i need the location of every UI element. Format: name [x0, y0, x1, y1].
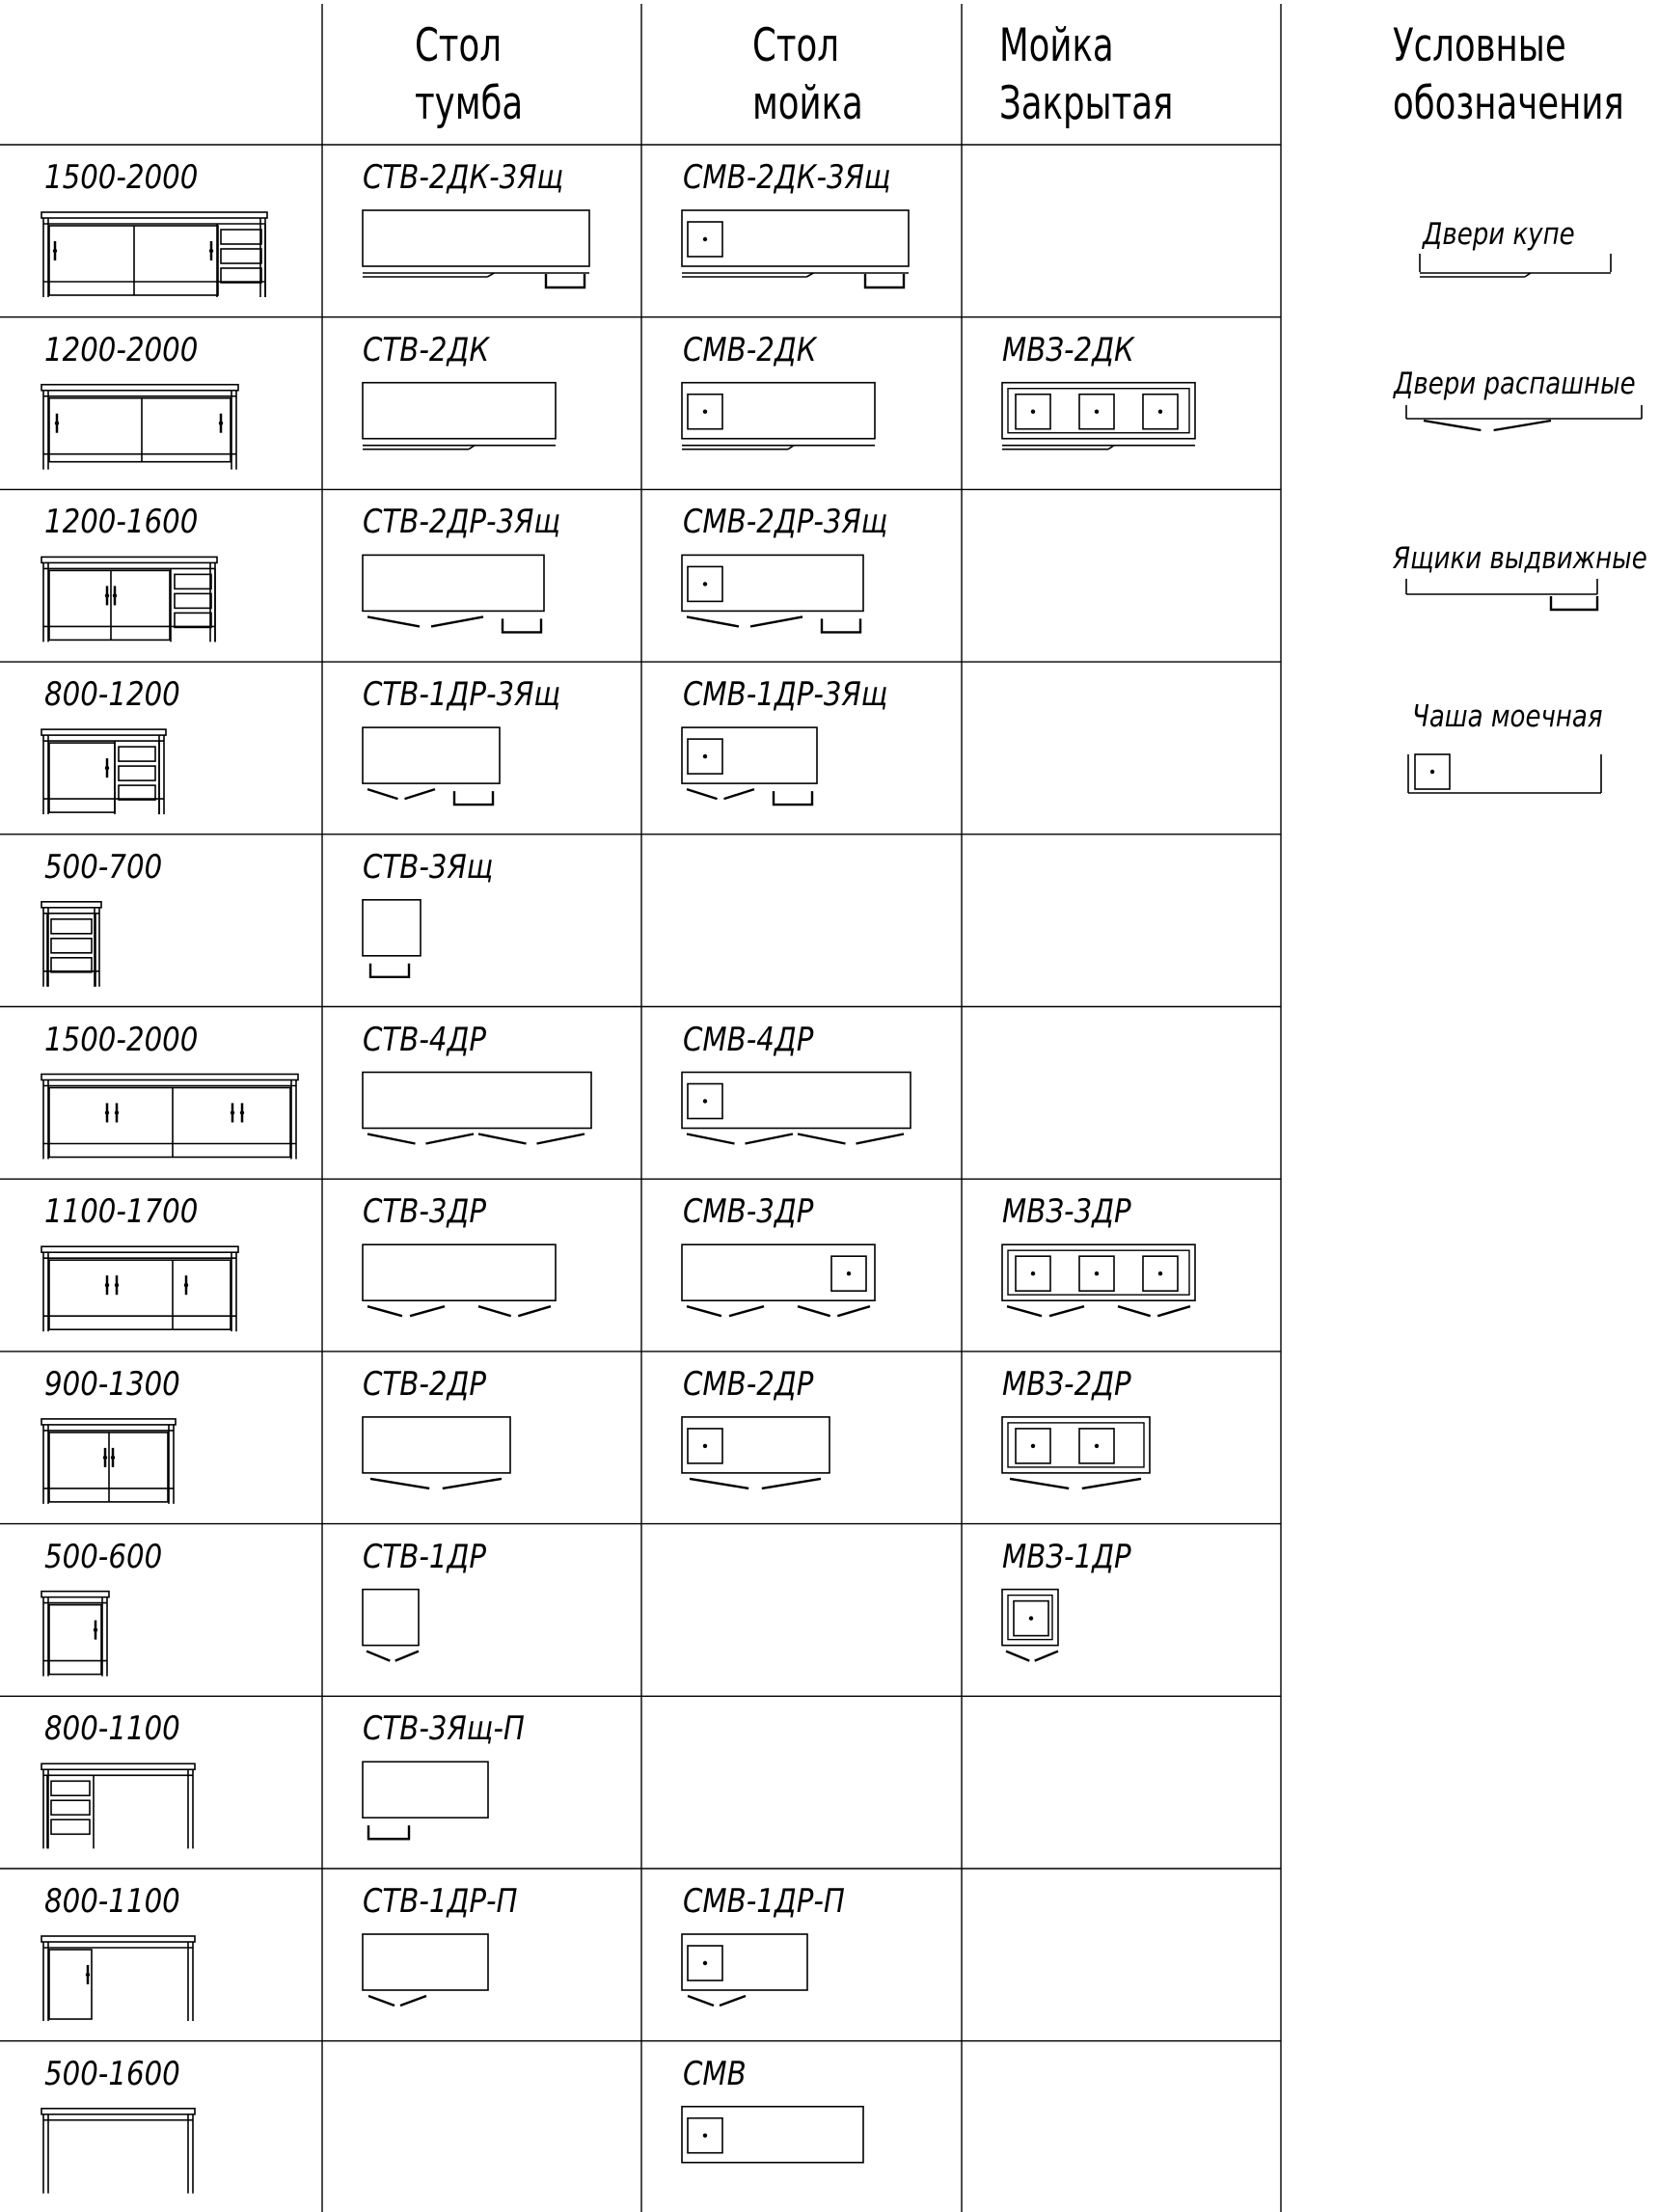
legend-label-sliding-doors: Двери купе [1423, 217, 1575, 252]
size-label: 500-1600 [44, 2054, 180, 2093]
header-stol-tumba: Стол тумба [415, 19, 524, 130]
code-label-tumba: СТВ-1ДР-П [363, 1882, 518, 1921]
plan-sketch [682, 1244, 875, 1316]
elevation-sketch [41, 1246, 238, 1331]
code-label-moika: СМВ-1ДР-3Ящ [683, 675, 888, 715]
drawers-icon [1406, 579, 1597, 610]
plan-sketch [682, 210, 909, 287]
code-label-tumba: СТВ-4ДР [363, 1020, 486, 1059]
plan-sketch [682, 1934, 807, 2006]
elevation-sketch [41, 1592, 109, 1677]
code-label-closed: МВЗ-1ДР [1002, 1537, 1131, 1576]
code-label-tumba: СТВ-3Ящ-П [363, 1709, 525, 1749]
code-label-tumba: СТВ-1ДР-3Ящ [363, 675, 560, 715]
code-label-closed: МВЗ-2ДК [1002, 330, 1134, 369]
elevation-sketch [41, 1763, 195, 1848]
plan-sketch [1002, 1417, 1150, 1488]
code-label-tumba: СТВ-3ДР [363, 1192, 486, 1232]
plan-sketch [682, 383, 875, 450]
plan-sketch [682, 1073, 911, 1144]
size-label: 1100-1700 [44, 1192, 199, 1232]
plan-sketch [363, 1761, 488, 1839]
code-label-moika: СМВ-2ДК-3Ящ [683, 158, 891, 197]
size-label: 800-1200 [44, 675, 180, 715]
size-label: 800-1100 [44, 1709, 180, 1749]
plan-sketch [363, 1934, 488, 2006]
plan-sketch [363, 210, 589, 287]
elevation-sketch [41, 1075, 298, 1160]
plan-sketch [1002, 1590, 1058, 1661]
legend-label-sink-bowl: Чаша моечная [1412, 699, 1603, 734]
plan-sketch [363, 1244, 556, 1316]
code-label-moika: СМВ [683, 2054, 747, 2093]
sink-bowl-icon [1408, 754, 1601, 793]
elevation-sketch [41, 2109, 195, 2194]
elevation-sketch [41, 212, 267, 297]
elevation-sketch [41, 557, 217, 642]
plan-sketch [363, 1590, 419, 1661]
plan-sketch [363, 1073, 591, 1144]
header-legend: Условные обозначения [1393, 19, 1624, 130]
elevation-sketch [41, 385, 238, 470]
code-label-tumba: СТВ-1ДР [363, 1537, 486, 1576]
header-moika-zakrytaya: Мойка Закрытая [999, 19, 1174, 130]
code-label-tumba: СТВ-2ДР [363, 1364, 486, 1404]
plan-sketch [363, 555, 544, 632]
sliding-doors-icon [1420, 254, 1611, 277]
elevation-sketch [41, 729, 166, 814]
plan-sketch [682, 555, 863, 632]
code-label-moika: СМВ-2ДР [683, 1364, 814, 1404]
swing-doors-icon [1406, 405, 1642, 430]
plan-sketch [682, 2107, 863, 2163]
size-label: 1200-1600 [44, 503, 199, 542]
size-label: 500-700 [44, 847, 163, 887]
plan-sketch [682, 1417, 830, 1488]
plan-sketch [682, 727, 817, 805]
code-label-moika: СМВ-3ДР [683, 1192, 814, 1232]
plan-sketch [363, 727, 500, 805]
elevation-sketch [41, 902, 101, 987]
plan-sketch [1002, 1244, 1195, 1316]
code-label-tumba: СТВ-3Ящ [363, 847, 494, 887]
elevation-sketch [41, 1936, 195, 2021]
code-label-moika: СМВ-1ДР-П [683, 1882, 845, 1921]
legend-label-swing-doors: Двери распашные [1394, 367, 1636, 401]
code-label-moika: СМВ-2ДР-3Ящ [683, 503, 888, 542]
code-label-moika: СМВ-4ДР [683, 1020, 814, 1059]
size-label: 500-600 [44, 1537, 163, 1576]
plan-sketch [363, 383, 556, 450]
code-label-closed: МВЗ-2ДР [1002, 1364, 1131, 1404]
size-label: 1500-2000 [44, 1020, 199, 1059]
code-label-moika: СМВ-2ДК [683, 330, 817, 369]
size-label: 1500-2000 [44, 158, 199, 197]
code-label-tumba: СТВ-2ДР-3Ящ [363, 503, 560, 542]
plan-sketch [363, 1417, 510, 1488]
size-label: 800-1100 [44, 1882, 180, 1921]
plan-sketch [363, 900, 421, 977]
elevation-sketch [41, 1419, 176, 1504]
code-label-closed: МВЗ-3ДР [1002, 1192, 1131, 1232]
legend-label-drawers: Ящики выдвижные [1393, 541, 1647, 576]
size-label: 1200-2000 [44, 330, 199, 369]
header-stol-moika: Стол мойка [752, 19, 863, 130]
code-label-tumba: СТВ-2ДК-3Ящ [363, 158, 564, 197]
plan-sketch [1002, 383, 1195, 450]
code-label-tumba: СТВ-2ДК [363, 330, 490, 369]
size-label: 900-1300 [44, 1364, 180, 1404]
